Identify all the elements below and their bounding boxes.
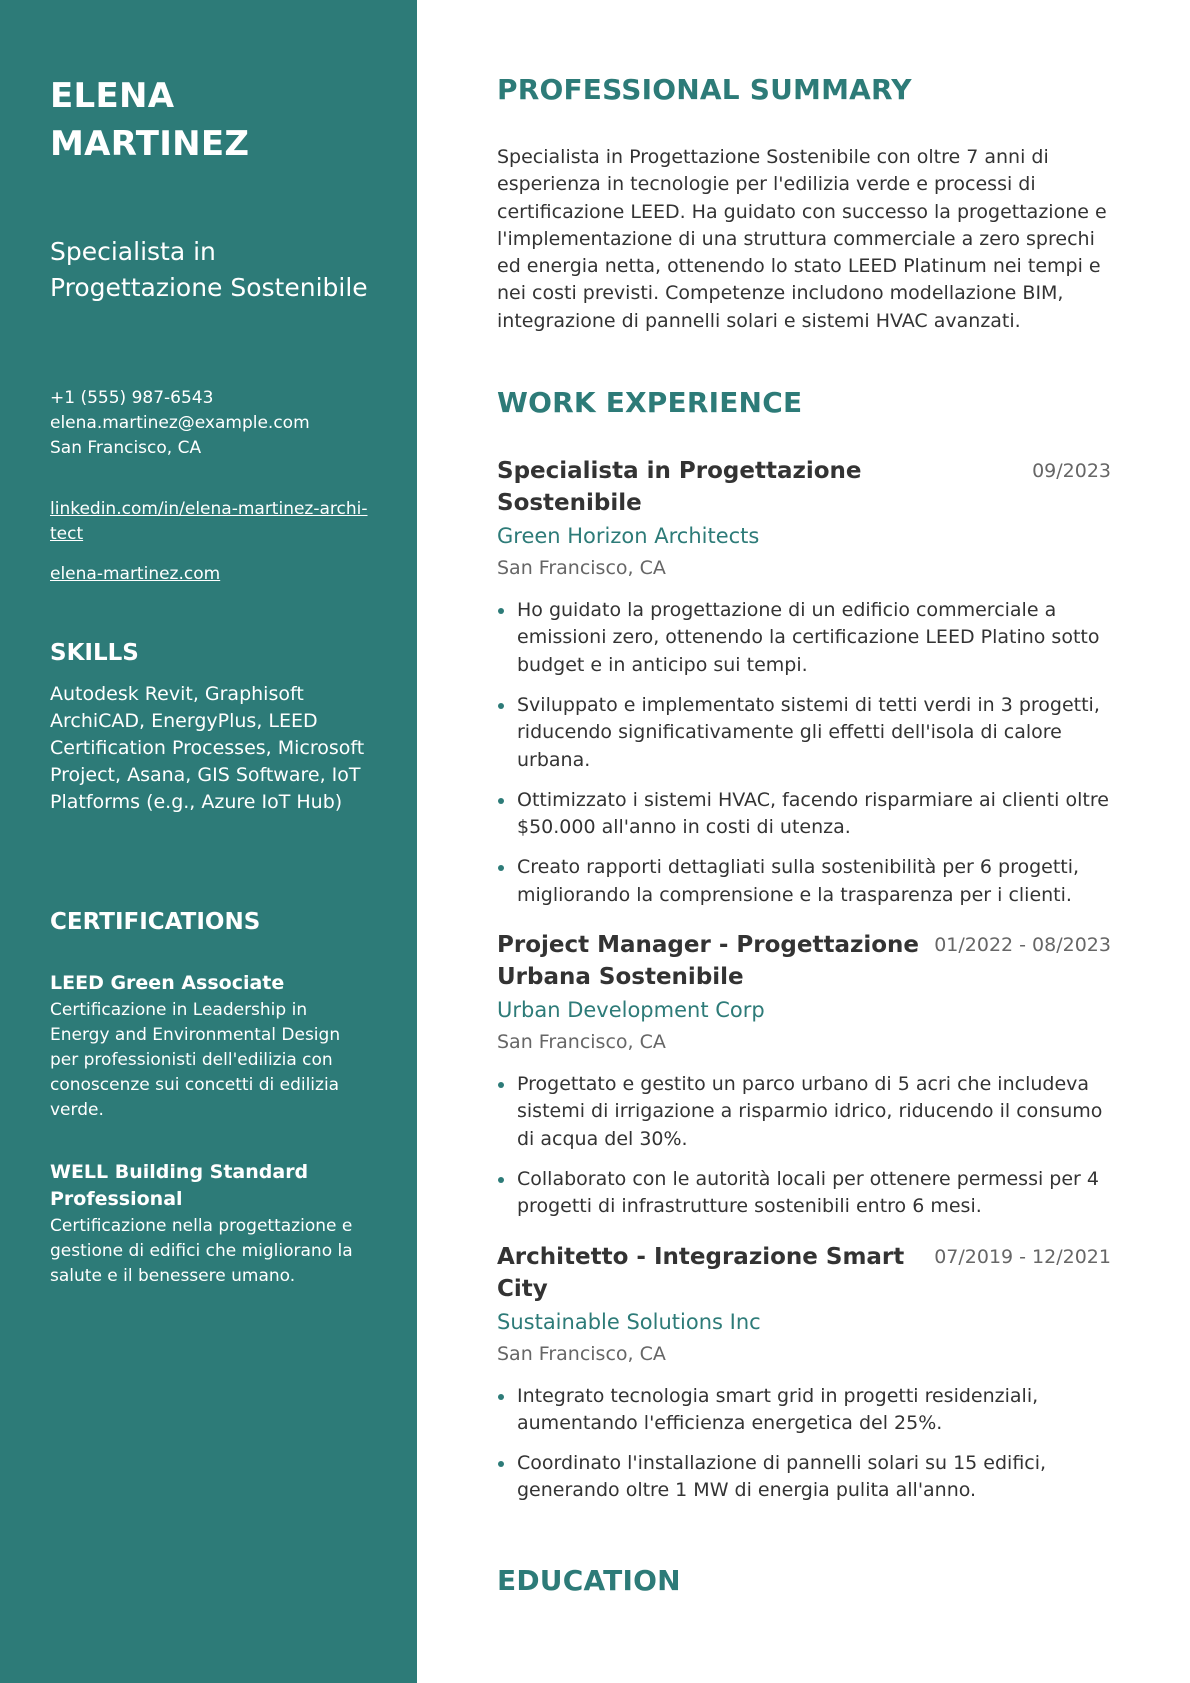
job-bullets [497, 597, 1111, 909]
contact-block [50, 386, 371, 461]
job-date: 01/2022 - 08/2023 [934, 934, 1111, 957]
education-heading: EDUCATION [497, 1563, 681, 1597]
job-bullet: Progettato e gestito un parco urbano di 5 acri che includeva sistemi di irrigazione a risparmio idrico, riducendo il consumo di acqua del 30%. [497, 1071, 1111, 1153]
job-bullets [497, 1383, 1111, 1505]
job-bullet: Collaborato con le autorità locali per ottenere permessi per 4 progetti di infrastrutture sostenibili entro 6 mesi. [497, 1166, 1111, 1221]
sidebar [0, 0, 417, 1683]
job-bullet: Ottimizzato i sistemi HVAC, facendo risparmiare ai clienti oltre $50.000 all'anno in costi di utenza. [497, 787, 1111, 842]
job-title: Project Manager - Progettazione Urbana Sostenibile [497, 932, 920, 991]
links-block [50, 497, 371, 587]
job-location: San Francisco, CA [497, 1031, 666, 1054]
job-bullet: Ho guidato la progettazione di un edificio commerciale a emissioni zero, ottenendo la certificazione LEED Platino sotto budget e in anticipo sui tempi. [497, 597, 1111, 679]
job-bullet: Integrato tecnologia smart grid in progetti residenziali, aumentando l'efficienza energetica del 25%. [497, 1383, 1111, 1438]
certification-description: Certificazione nella progettazione e gestione di edifici che migliorano la salute e il benessere umano. [50, 1216, 353, 1286]
job-bullets [497, 1071, 1111, 1220]
candidate-name: ELENA MARTINEZ [50, 76, 250, 164]
job-date: 09/2023 [1032, 460, 1111, 483]
job-title: Architetto - Integrazione Smart City [497, 1243, 905, 1302]
job-title: Specialista in Progettazione Sostenibile [497, 458, 862, 517]
certification-name: LEED Green Associate [50, 972, 285, 994]
certification-name: WELL Building Standard Professional [50, 1161, 309, 1210]
summary-heading: PROFESSIONAL SUMMARY [497, 73, 912, 106]
linkedin-link[interactable]: linkedin.com/in/elena-martinez-archi-tect [50, 499, 368, 544]
job-entry [497, 1241, 1111, 1505]
certification-item [50, 1159, 371, 1289]
certification-description: Certificazione in Leadership in Energy and Environmental Design per professionisti dell'edilizia con conoscenze sui concetti di edilizia verde. [50, 1000, 341, 1120]
job-date: 07/2019 - 12/2021 [934, 1245, 1111, 1268]
job-location: San Francisco, CA [497, 1342, 666, 1365]
job-company: Sustainable Solutions Inc [497, 1309, 761, 1334]
certification-item [50, 970, 371, 1123]
website-link[interactable]: elena-martinez.com [50, 564, 221, 584]
job-company: Green Horizon Architects [497, 524, 760, 549]
job-company: Urban Development Corp [497, 998, 765, 1023]
certifications-heading: CERTIFICATIONS [50, 909, 261, 935]
skills-heading: SKILLS [50, 640, 139, 666]
summary-text: Specialista in Progettazione Sostenibile con oltre 7 anni di esperienza in tecnologie per l'edilizia verde e processi di certificazione LEED. Ha guidato con successo la progettazione e l'implementazione di una struttura commerciale a zero sprechi ed energia netta, ottenendo lo stato LEED Platinum nei tempi e nei costi previsti. Competenze includono modellazione BIM, integrazione di pannelli solari e sistemi HVAC avanzati. [497, 146, 1107, 332]
job-bullet: Coordinato l'installazione di pannelli solari su 15 edifici, generando oltre 1 MW di energia pulita all'anno. [497, 1450, 1111, 1505]
job-bullet: Sviluppato e implementato sistemi di tetti verdi in 3 progetti, riducendo significativamente gli effetti dell'isola di calore urbana. [497, 692, 1111, 774]
skills-list: Autodesk Revit, Graphisoft ArchiCAD, EnergyPlus, LEED Certification Processes, Microsoft Project, Asana, GIS Software, IoT Platforms (e.g., Azure IoT Hub) [50, 683, 365, 813]
job-location: San Francisco, CA [497, 557, 666, 580]
experience-heading: WORK EXPERIENCE [497, 386, 803, 420]
candidate-title: Specialista in Progettazione Sostenibile [50, 237, 368, 302]
job-entry [497, 455, 1111, 909]
email-address: elena.martinez@example.com [50, 413, 310, 433]
phone-number: +1 (555) 987-6543 [50, 388, 214, 408]
main-content [497, 70, 1111, 1601]
job-entry [497, 929, 1111, 1220]
job-bullet: Creato rapporti dettagliati sulla sostenibilità per 6 progetti, migliorando la comprensione e la trasparenza per i clienti. [497, 854, 1111, 909]
contact-location: San Francisco, CA [50, 438, 202, 458]
